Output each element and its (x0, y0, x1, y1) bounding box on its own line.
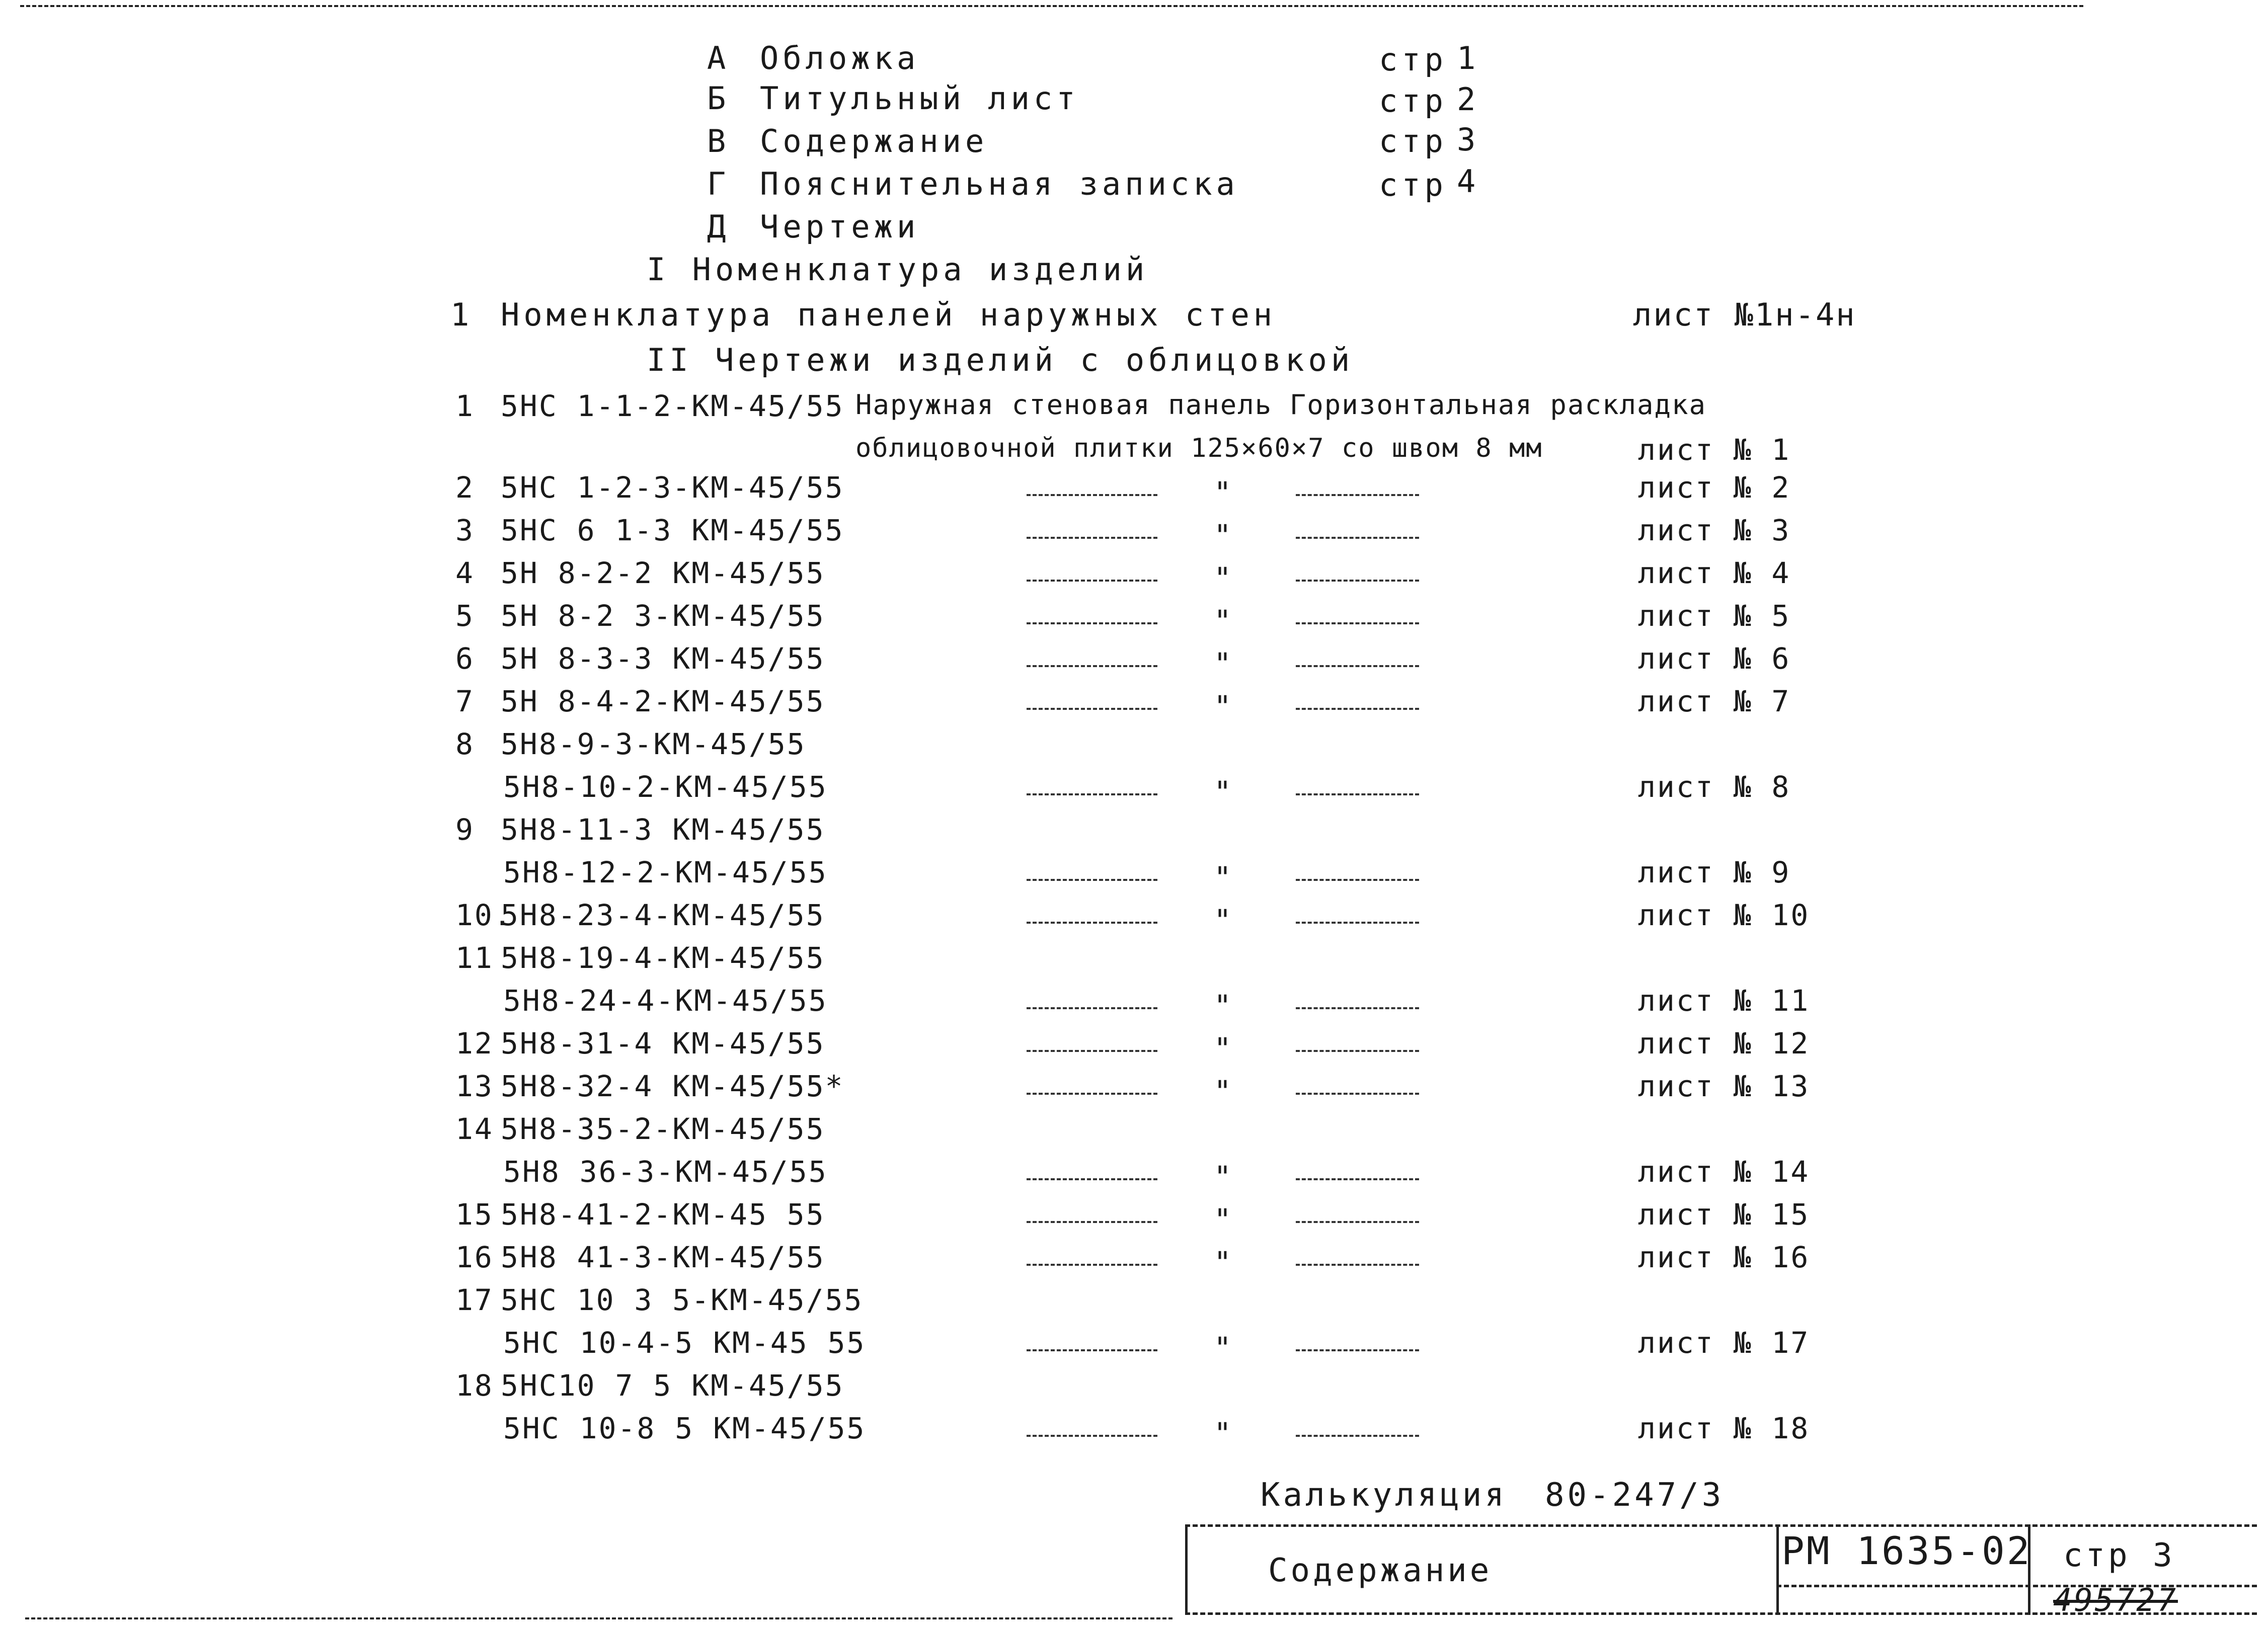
toc-letter-g: Г (707, 166, 730, 202)
row-code: 5Н8-31-4 КМ-45/55 (501, 1026, 825, 1061)
inventory-number: 495727 (2053, 1582, 2178, 1618)
ditto-dash-left (1027, 1093, 1157, 1095)
row-num: 17 (455, 1283, 494, 1317)
ditto-mark: " (1214, 860, 1233, 894)
row-code: 5Н 8-2 3-КМ-45/55 (501, 599, 825, 633)
bottom-border-line (25, 1617, 1172, 1619)
ditto-dash-right (1296, 708, 1419, 710)
calc-label: Калькуляция (1261, 1477, 1507, 1514)
ditto-mark: " (1214, 518, 1233, 552)
title-block-title: Содержание (1268, 1552, 1493, 1589)
toc-page-label-v: стр (1379, 123, 1447, 159)
row-code: 5НС 10 3 5-КМ-45/55 (501, 1283, 864, 1317)
toc-letter-a: А (707, 40, 730, 76)
row-code: 5Н8-41-2-КМ-45 55 (501, 1197, 825, 1232)
ditto-dash-left (1027, 708, 1157, 710)
row-num: 11 (455, 941, 494, 975)
ditto-dash-left (1027, 793, 1157, 795)
row-code: 5Н 8-3-3 КМ-45/55 (501, 641, 825, 676)
row-sheet: лист № 8 (1638, 770, 1791, 804)
toc-page-b: 2 (1457, 81, 1480, 118)
ditto-mark: " (1214, 989, 1233, 1023)
row-code: 5Н 8-4-2-КМ-45/55 (501, 684, 825, 718)
row-code: 5Н 8-2-2 КМ-45/55 (501, 556, 825, 590)
ditto-dash-left (1027, 1050, 1157, 1052)
row-sheet: лист № 14 (1638, 1155, 1810, 1189)
row-sheet: лист № 18 (1638, 1411, 1810, 1445)
row-sheet: лист № 12 (1638, 1026, 1810, 1061)
ditto-mark: " (1214, 689, 1233, 723)
row-code-second: 5Н8-12-2-КМ-45/55 (503, 855, 828, 889)
section1-heading: I Номенклатура изделий (647, 251, 1149, 288)
row-sheet: лист № 3 (1638, 513, 1791, 547)
row-code: 5НС 6 1-3 КМ-45/55 (501, 513, 844, 547)
row-sheet: лист № 4 (1638, 556, 1791, 590)
ditto-dash-right (1296, 1435, 1419, 1437)
row-num: 6 (455, 641, 475, 676)
ditto-mark: " (1214, 1074, 1233, 1108)
toc-title-g: Пояснительная записка (760, 166, 1239, 202)
ditto-dash-right (1296, 494, 1419, 496)
ditto-dash-left (1027, 1435, 1157, 1437)
row-code: 5Н8-32-4 КМ-45/55* (501, 1069, 844, 1103)
first-row-desc-2: облицовочной плитки 125×60×7 со швом 8 мм (855, 433, 1543, 463)
ditto-dash-left (1027, 1178, 1157, 1180)
ditto-dash-right (1296, 1007, 1419, 1009)
ditto-mark: " (1214, 903, 1233, 937)
ditto-dash-right (1296, 1264, 1419, 1266)
row-code: 5НС10 7 5 КМ-45/55 (501, 1368, 844, 1403)
row-code-second: 5Н8-24-4-КМ-45/55 (503, 984, 828, 1018)
row-num: 7 (455, 684, 475, 718)
ditto-dash-left (1027, 1221, 1157, 1223)
toc-page-label-a: стр (1379, 41, 1447, 78)
ditto-dash-right (1296, 879, 1419, 881)
row-num: 12 (455, 1026, 494, 1061)
title-block-top-line (1185, 1524, 2257, 1527)
row-code: 5НС 1-2-3-КМ-45/55 (501, 470, 844, 505)
ditto-mark: " (1214, 1416, 1233, 1450)
toc-page-label-g: стр (1379, 167, 1447, 203)
row-code-second: 5НС 10-8 5 КМ-45/55 (503, 1411, 866, 1445)
ditto-dash-left (1027, 879, 1157, 881)
title-block-inner-line (1776, 1585, 2257, 1587)
title-block-doc-number: РМ 1635-02 (1781, 1528, 2032, 1573)
first-row-desc-1: Наружная стеновая панель Горизонтальная раскладка (855, 389, 1707, 421)
ditto-dash-right (1296, 1093, 1419, 1095)
first-row-code: 5НС 1-1-2-КМ-45/55 (501, 389, 844, 423)
calc-value: 80-247/3 (1545, 1477, 1725, 1514)
toc-letter-v: В (707, 123, 730, 159)
row-code: 5Н8-23-4-КМ-45/55 (501, 898, 825, 932)
row-code: 5Н8-11-3 КМ-45/55 (501, 812, 825, 847)
ditto-mark: " (1214, 561, 1233, 595)
section1-item-num: 1 (450, 296, 474, 333)
ditto-dash-right (1296, 922, 1419, 924)
row-num: 18 (455, 1368, 494, 1403)
toc-title-v: Содержание (760, 123, 988, 159)
title-block-page: стр 3 (2063, 1537, 2175, 1574)
row-code-second: 5НС 10-4-5 КМ-45 55 (503, 1326, 866, 1360)
row-num: 15 (455, 1197, 494, 1232)
ditto-dash-right (1296, 1178, 1419, 1180)
ditto-dash-right (1296, 622, 1419, 624)
ditto-dash-right (1296, 1050, 1419, 1052)
ditto-dash-right (1296, 1221, 1419, 1223)
row-num: 8 (455, 727, 475, 761)
row-code-second: 5Н8-10-2-КМ-45/55 (503, 770, 828, 804)
row-num: 9 (455, 812, 475, 847)
row-code: 5Н8-35-2-КМ-45/55 (501, 1112, 825, 1146)
toc-page-label-b: стр (1379, 83, 1447, 119)
section1-item-sheet: лист №1н-4н (1633, 296, 1856, 333)
ditto-dash-left (1027, 494, 1157, 496)
first-row-sheet: лист № 1 (1638, 433, 1791, 467)
toc-letter-d: Д (707, 208, 730, 245)
ditto-dash-right (1296, 1349, 1419, 1351)
toc-title-d: Чертежи (760, 208, 920, 245)
toc-letter-b: Б (707, 80, 730, 117)
row-sheet: лист № 16 (1638, 1240, 1810, 1274)
row-code: 5Н8-9-3-КМ-45/55 (501, 727, 806, 761)
title-block-left-line (1185, 1524, 1188, 1615)
ditto-mark: " (1214, 775, 1233, 809)
row-code-second: 5Н8 36-3-КМ-45/55 (503, 1155, 828, 1189)
ditto-dash-left (1027, 537, 1157, 539)
toc-page-a: 1 (1457, 40, 1480, 76)
toc-page-v: 3 (1457, 121, 1480, 158)
ditto-mark: " (1214, 1202, 1233, 1237)
title-block-divider-1 (1776, 1524, 1779, 1615)
ditto-dash-right (1296, 665, 1419, 667)
first-row-num: 1 (455, 389, 475, 423)
row-num: 14 (455, 1112, 494, 1146)
row-num: 4 (455, 556, 475, 590)
ditto-mark: " (1214, 604, 1233, 638)
row-sheet: лист № 13 (1638, 1069, 1810, 1103)
ditto-mark: " (1214, 1245, 1233, 1279)
ditto-dash-left (1027, 1007, 1157, 1009)
ditto-dash-right (1296, 580, 1419, 582)
ditto-dash-left (1027, 580, 1157, 582)
row-sheet: лист № 11 (1638, 984, 1810, 1018)
toc-page-g: 4 (1457, 163, 1480, 200)
ditto-dash-right (1296, 793, 1419, 795)
row-num: 3 (455, 513, 475, 547)
section2-heading: II Чертежи изделий с облицовкой (647, 342, 1354, 378)
row-sheet: лист № 2 (1638, 470, 1791, 505)
ditto-mark: " (1214, 1331, 1233, 1365)
ditto-dash-left (1027, 922, 1157, 924)
top-border-line (20, 5, 2083, 7)
ditto-mark: " (1214, 1160, 1233, 1194)
row-num: 5 (455, 599, 475, 633)
row-num: 13 (455, 1069, 494, 1103)
row-sheet: лист № 5 (1638, 599, 1791, 633)
ditto-mark: " (1214, 475, 1233, 510)
row-num: 16 (455, 1240, 494, 1274)
ditto-dash-right (1296, 537, 1419, 539)
row-sheet: лист № 9 (1638, 855, 1791, 889)
row-sheet: лист № 15 (1638, 1197, 1810, 1232)
section1-item-title: Номенклатура панелей наружных стен (501, 296, 1277, 333)
row-code: 5Н8-19-4-КМ-45/55 (501, 941, 825, 975)
row-sheet: лист № 10 (1638, 898, 1810, 932)
ditto-mark: " (1214, 1031, 1233, 1066)
row-sheet: лист № 17 (1638, 1326, 1810, 1360)
ditto-dash-left (1027, 665, 1157, 667)
toc-title-b: Титульный лист (760, 80, 1079, 117)
row-num: 2 (455, 470, 475, 505)
ditto-dash-left (1027, 1264, 1157, 1266)
toc-title-a: Обложка (760, 40, 920, 76)
ditto-dash-left (1027, 1349, 1157, 1351)
row-sheet: лист № 7 (1638, 684, 1791, 718)
row-sheet: лист № 6 (1638, 641, 1791, 676)
row-code: 5Н8 41-3-КМ-45/55 (501, 1240, 825, 1274)
ditto-mark: " (1214, 646, 1233, 681)
row-num: 10. (455, 898, 513, 932)
ditto-dash-left (1027, 622, 1157, 624)
